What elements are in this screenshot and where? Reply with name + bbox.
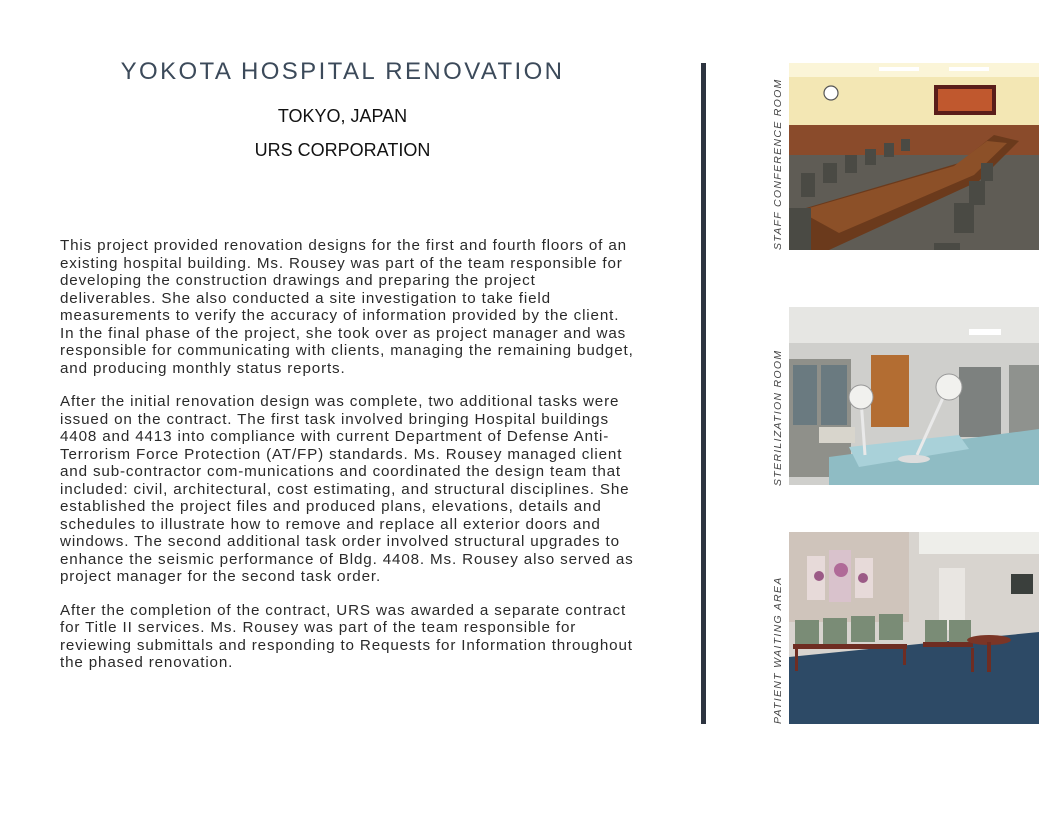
waiting-area-photo [789, 532, 1039, 724]
description-paragraph: This project provided renovation designs for the first and fourth floors of an existing hospital building. Ms. Rousey was part of the team responsible for developing the construction drawings and preparing the project deliverables. She also conducted a site investigation to take field measurements to verify the accuracy of information provided by the client. In the final phase of the project, she took over as project manager and was responsible for communicating with clients, managing the remaining budget, and producing monthly status reports. [60, 237, 634, 377]
page-title: YOKOTA HOSPITAL RENOVATION [120, 58, 565, 85]
description-paragraph: After the completion of the contract, URS was awarded a separate contract for Title II services. Ms. Rousey was part of the team responsible for reviewing submittals and responding to Requests for Information throughout the phased renovation. [60, 601, 633, 671]
photo-caption: STAFF CONFERENCE ROOM [772, 78, 784, 250]
project-description [60, 237, 634, 688]
photo-caption: STERILIZATION ROOM [772, 349, 784, 486]
vertical-divider [701, 63, 706, 724]
conference-room-photo [789, 63, 1039, 250]
project-location: TOKYO, JAPAN [277, 106, 408, 126]
description-paragraph: After the initial renovation design was complete, two additional tasks were issued on the contract. The first task involved bringing Hospital buildings 4408 and 4413 into compliance with current Department of Defense Anti-Terrorism Force Protection (AT/FP) standards. Ms. Rousey managed client and sub-contractor com-munications and coordinated the design team that included: civil, architectural, cost estimating, and structural disciplines. She established the project files and produced plans, elevations, details and schedules to illustrate how to remove and replace all exterior doors and windows. The second additional task order involved structural upgrades to enhance the seismic performance of Bldg. 4408. Ms. Rousey also served as project manager for the second task order. [60, 393, 634, 585]
sterilization-room-photo [789, 307, 1039, 485]
photo-caption: PATIENT WAITING AREA [772, 576, 784, 724]
project-organization: URS CORPORATION [254, 140, 431, 160]
